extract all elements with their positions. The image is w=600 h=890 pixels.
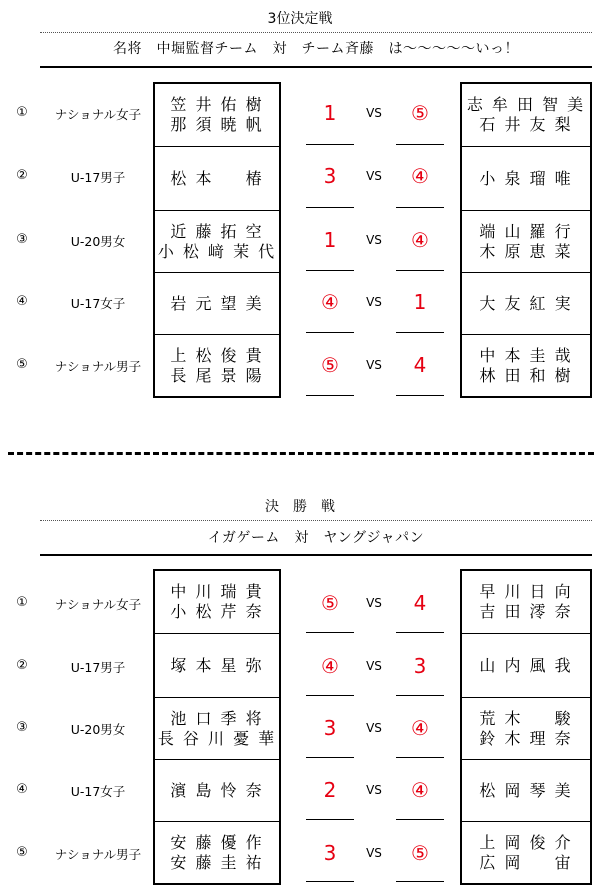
player-name: 荒 木 駿: [479, 709, 573, 728]
score-right: 4: [413, 591, 427, 615]
vs-label: VS: [366, 846, 382, 860]
vs-label: VS: [366, 659, 382, 673]
player-name: 近 藤 拓 空: [170, 222, 264, 241]
player-name: 吉 田 澪 奈: [479, 602, 573, 621]
player-name: 上 松 俊 貴: [170, 346, 264, 365]
match-category: U-17男子: [70, 170, 126, 185]
score-underline: [306, 332, 354, 333]
score-left: 3: [323, 841, 337, 865]
solid-divider: [40, 66, 592, 68]
player-cell: [155, 146, 279, 211]
match-category: U-17女子: [70, 296, 126, 311]
match-category: U-17男子: [70, 660, 126, 675]
score-underline: [396, 395, 444, 396]
right-team-box: [460, 569, 592, 885]
matchup-title: 名将 中堀監督チーム 対 チーム斉藤 は〜〜〜〜〜いっ！: [113, 41, 519, 57]
score-underline: [306, 632, 354, 633]
player-name: 大 友 紅 実: [479, 294, 573, 313]
player-cell: [155, 759, 279, 822]
player-cell: [155, 571, 279, 633]
player-name: 笠 井 佑 樹: [170, 95, 264, 114]
player-name: 那 須 暁 帆: [170, 115, 264, 134]
player-name: 濱 島 怜 奈: [170, 781, 264, 800]
vs-label: VS: [366, 295, 382, 309]
score-left: ④: [321, 654, 339, 678]
player-cell: [155, 633, 279, 698]
player-cell: [155, 272, 279, 335]
match-number: ②: [16, 658, 28, 673]
dotted-divider: [40, 32, 592, 33]
player-name: 小 松 﨑 茉 代: [157, 242, 277, 261]
matchup-title: イガゲーム 対 ヤングジャパン: [207, 530, 425, 546]
vs-label: VS: [366, 596, 382, 610]
score-left: 3: [323, 164, 337, 188]
score-underline: [396, 819, 444, 820]
player-cell: [462, 210, 590, 273]
score-underline: [306, 819, 354, 820]
player-name: 石 井 友 梨: [479, 115, 573, 134]
player-cell: [462, 697, 590, 760]
right-team-box: [460, 82, 592, 398]
player-name: 小 松 芹 奈: [170, 602, 264, 621]
score-right: 4: [413, 353, 427, 377]
vs-label: VS: [366, 233, 382, 247]
score-underline: [396, 270, 444, 271]
match-number: ⑤: [16, 845, 28, 860]
player-name: 端 山 羅 行: [479, 222, 573, 241]
score-left: ⑤: [321, 591, 339, 615]
score-underline: [396, 757, 444, 758]
player-cell: [462, 84, 590, 146]
player-name: 長 谷 川 憂 華: [157, 729, 277, 748]
vs-label: VS: [366, 783, 382, 797]
match-category: ナショナル男子: [54, 359, 142, 374]
score-underline: [396, 207, 444, 208]
match-number: ③: [16, 232, 28, 247]
match-category: ナショナル女子: [54, 107, 142, 122]
match-category: U-20男女: [70, 722, 126, 737]
vs-label: VS: [366, 106, 382, 120]
vs-label: VS: [366, 721, 382, 735]
score-underline: [396, 695, 444, 696]
player-cell: [155, 334, 279, 397]
player-name: 鈴 木 理 奈: [479, 729, 573, 748]
player-name: 長 尾 景 陽: [170, 366, 264, 385]
match-number: ⑤: [16, 357, 28, 372]
player-name: 岩 元 望 美: [170, 294, 264, 313]
score-underline: [396, 144, 444, 145]
player-cell: [155, 210, 279, 273]
player-cell: [155, 821, 279, 884]
player-name: 林 田 和 樹: [479, 366, 573, 385]
score-right: 3: [413, 654, 427, 678]
score-underline: [306, 695, 354, 696]
vs-label: VS: [366, 169, 382, 183]
score-underline: [306, 270, 354, 271]
left-team-box: [153, 569, 281, 885]
score-right: ④: [411, 778, 429, 802]
player-name: 志 牟 田 智 美: [466, 95, 586, 114]
score-right: ④: [411, 164, 429, 188]
match-category: U-17女子: [70, 784, 126, 799]
vs-label: VS: [366, 358, 382, 372]
player-name: 安 藤 圭 祐: [170, 853, 264, 872]
score-right: ⑤: [411, 841, 429, 865]
score-left: 1: [323, 228, 337, 252]
player-name: 松 本 椿: [170, 169, 264, 188]
score-right: 1: [413, 290, 427, 314]
score-right: ⑤: [411, 101, 429, 125]
score-left: ⑤: [321, 353, 339, 377]
player-name: 早 川 日 向: [479, 582, 573, 601]
score-underline: [306, 881, 354, 882]
section-title: 決 勝 戦: [265, 499, 335, 515]
section-title: 3位決定戦: [267, 11, 333, 27]
score-underline: [306, 395, 354, 396]
player-name: 広 岡 宙: [479, 853, 573, 872]
left-team-box: [153, 82, 281, 398]
player-name: 中 本 圭 哉: [479, 346, 573, 365]
match-number: ④: [16, 294, 28, 309]
match-category: U-20男女: [70, 234, 126, 249]
match-number: ①: [16, 105, 28, 120]
player-cell: [462, 633, 590, 698]
score-left: ④: [321, 290, 339, 314]
score-left: 1: [323, 101, 337, 125]
match-number: ③: [16, 720, 28, 735]
player-name: 塚 本 星 弥: [170, 656, 264, 675]
player-cell: [462, 272, 590, 335]
score-underline: [396, 332, 444, 333]
player-cell: [462, 334, 590, 397]
player-cell: [462, 146, 590, 211]
player-name: 木 原 恵 菜: [479, 242, 573, 261]
score-left: 2: [323, 778, 337, 802]
score-underline: [306, 144, 354, 145]
score-underline: [396, 881, 444, 882]
solid-divider: [40, 554, 592, 556]
match-number: ②: [16, 168, 28, 183]
match-number: ④: [16, 782, 28, 797]
match-category: ナショナル男子: [54, 847, 142, 862]
match-number: ①: [16, 595, 28, 610]
score-left: 3: [323, 716, 337, 740]
player-cell: [462, 821, 590, 884]
player-name: 池 口 季 将: [170, 709, 264, 728]
player-cell: [155, 697, 279, 760]
score-underline: [306, 757, 354, 758]
player-name: 安 藤 優 作: [170, 833, 264, 852]
player-name: 中 川 瑞 貴: [170, 582, 264, 601]
dotted-divider: [40, 520, 592, 521]
player-cell: [462, 759, 590, 822]
player-name: 上 岡 俊 介: [479, 833, 573, 852]
player-cell: [462, 571, 590, 633]
player-name: 小 泉 瑠 唯: [479, 169, 573, 188]
score-underline: [396, 632, 444, 633]
player-name: 松 岡 琴 美: [479, 781, 573, 800]
match-category: ナショナル女子: [54, 597, 142, 612]
score-underline: [306, 207, 354, 208]
player-cell: [155, 84, 279, 146]
score-right: ④: [411, 228, 429, 252]
section-separator: [8, 452, 594, 455]
score-right: ④: [411, 716, 429, 740]
player-name: 山 内 風 我: [479, 656, 573, 675]
